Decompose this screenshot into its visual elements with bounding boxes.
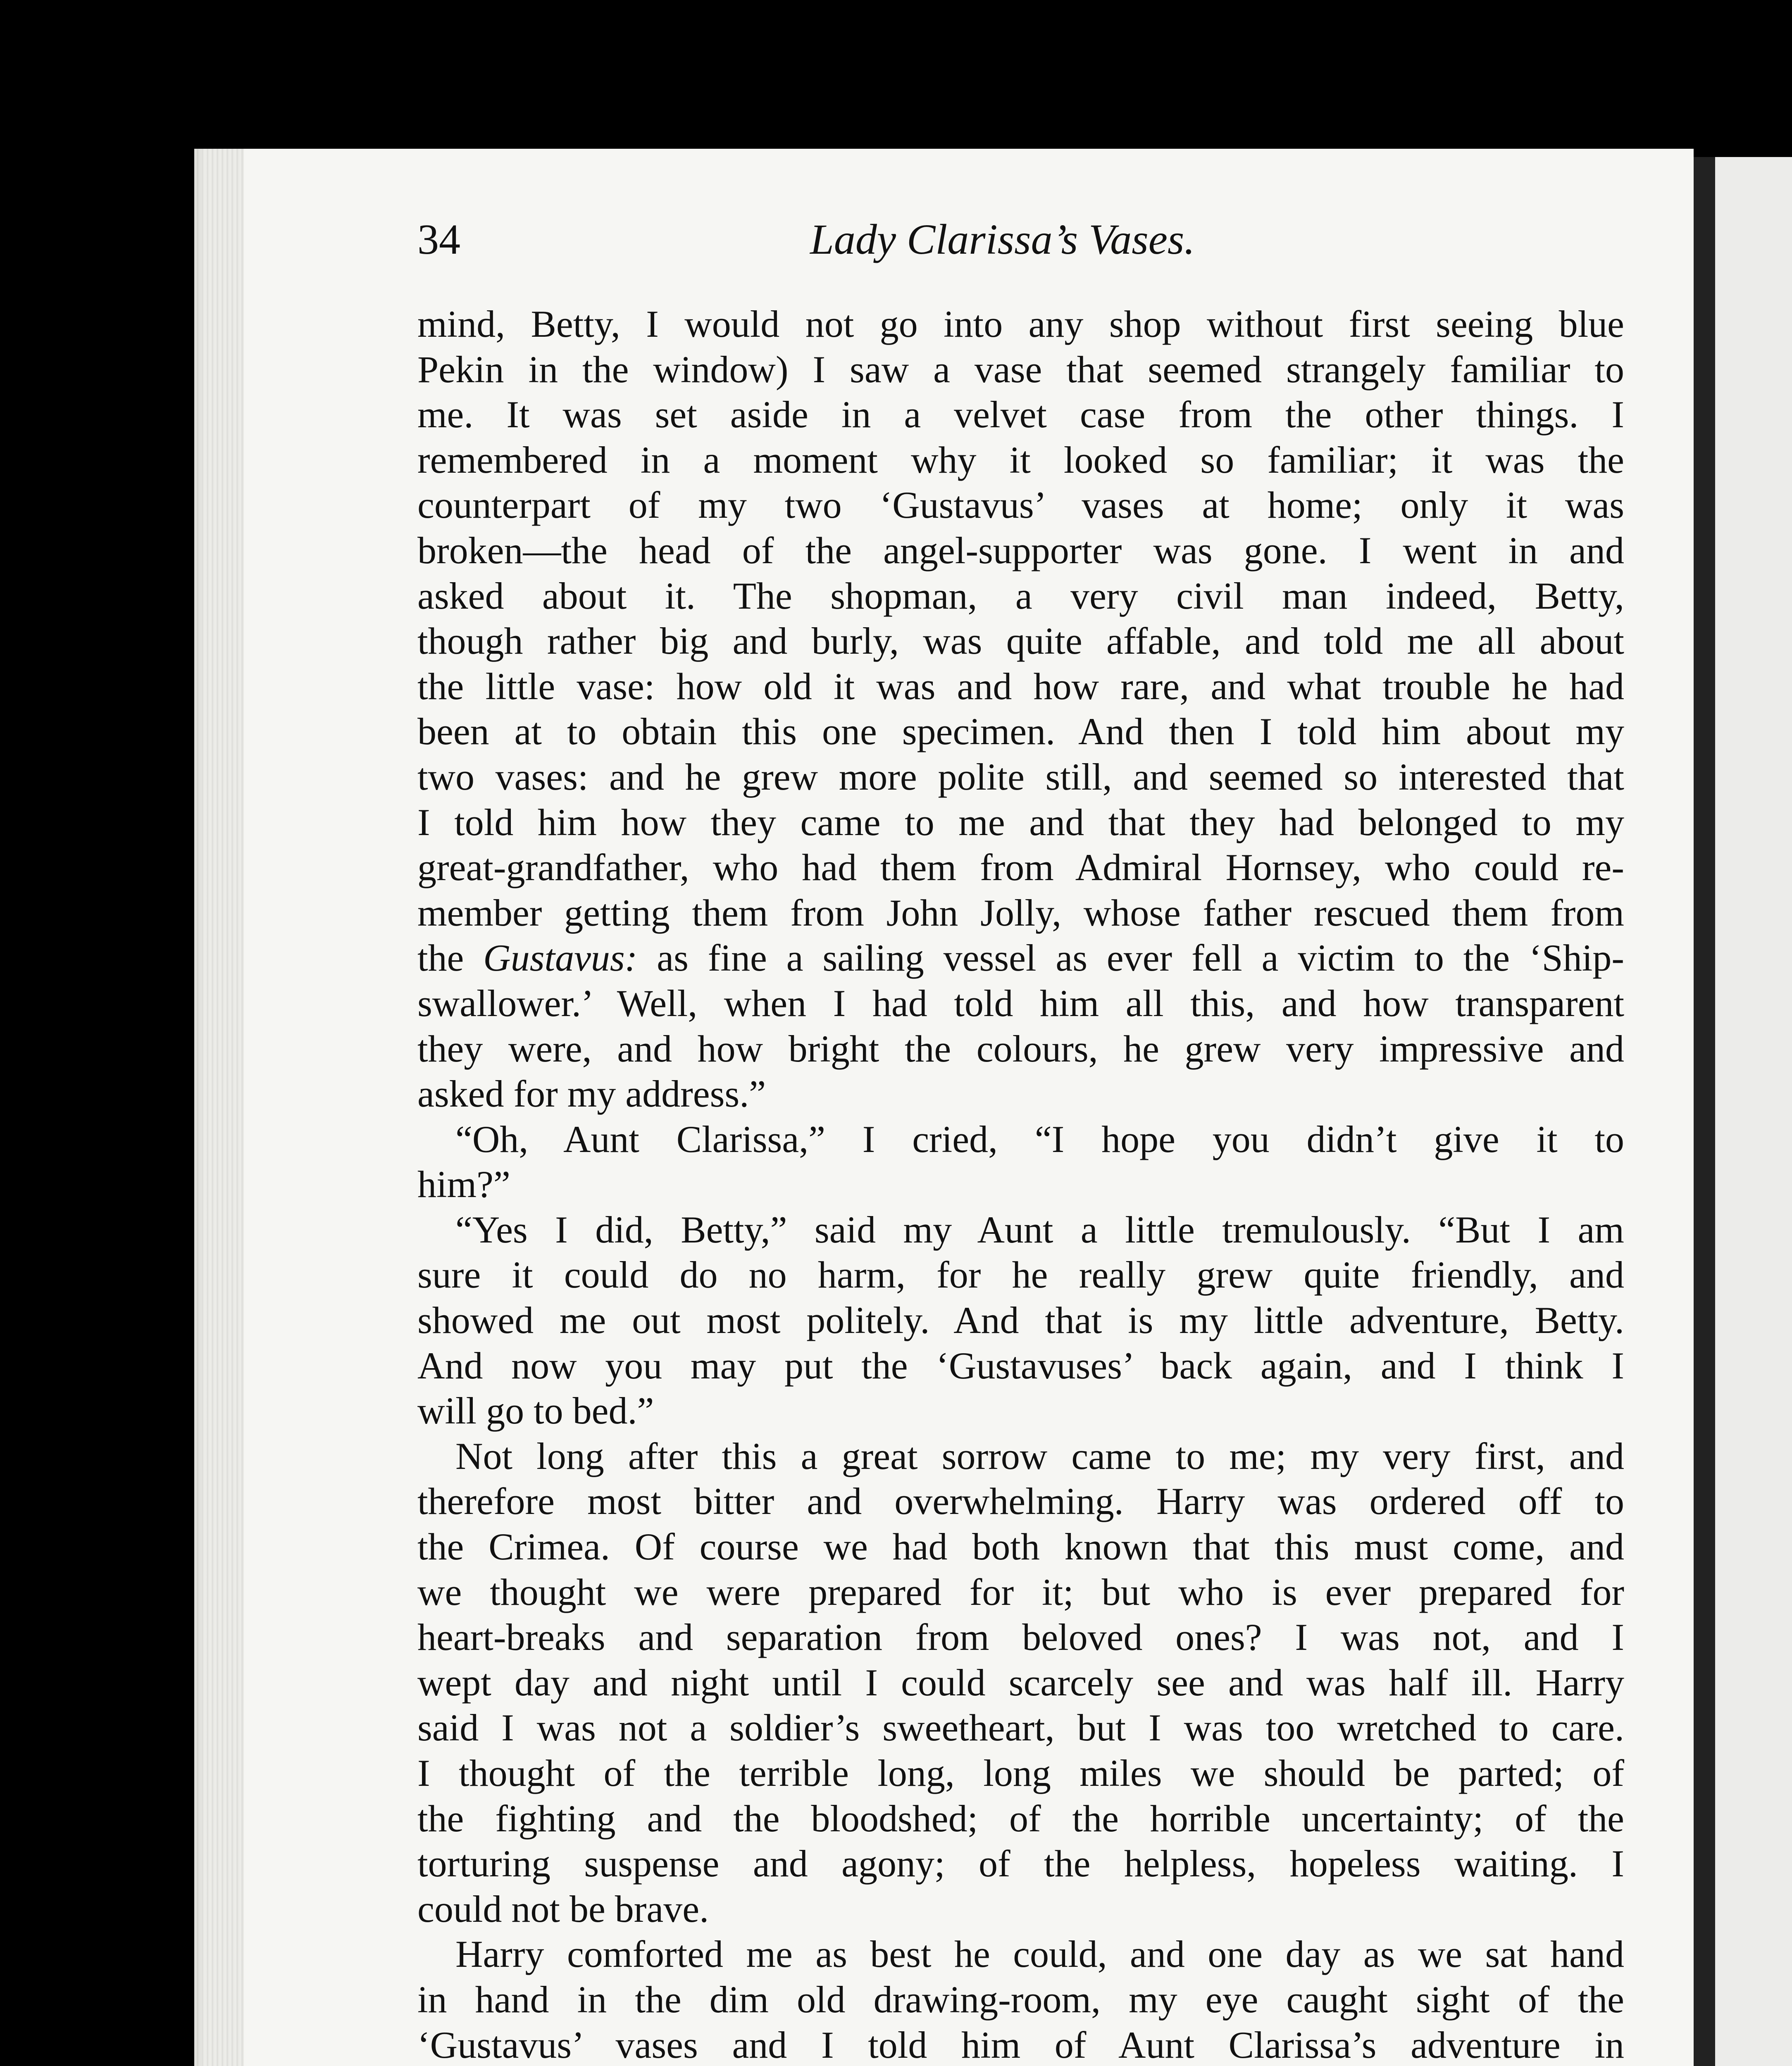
text-line: ‘Gustavus’ vases and I told him of Aunt Clarissa’s adventure in <box>417 2023 1624 2066</box>
paragraph <box>417 1434 1624 1932</box>
page-gutter <box>194 149 244 2066</box>
text-line: the fighting and the bloodshed; of the horrible uncertainty; of the <box>417 1797 1624 1840</box>
text-line: could not be brave. <box>417 1887 709 1930</box>
text-line: will go to bed.” <box>417 1390 654 1432</box>
text-line: been at to obtain this one specimen. And then I told him about my <box>417 710 1624 753</box>
text-line: great-grandfather, who had them from Admiral Hornsey, who could re- <box>417 846 1624 889</box>
text-line: Pekin in the window) I saw a vase that seemed strangely familiar to <box>417 348 1624 390</box>
text-line: asked about it. The shopman, a very civil man indeed, Betty, <box>417 574 1624 617</box>
text-line: therefore most bitter and overwhelming. Harry was ordered off to <box>417 1480 1624 1523</box>
text-line: Not long after this a great sorrow came to me; my very first, and <box>455 1435 1624 1477</box>
paragraph <box>417 1117 1624 1207</box>
text-line: “Oh, Aunt Clarissa,” I cried, “I hope you didn’t give it to <box>455 1118 1624 1160</box>
text-line: me. It was set aside in a velvet case from the other things. I <box>417 393 1624 436</box>
text-line: they were, and how bright the colours, he grew very impressive and <box>417 1027 1624 1070</box>
running-title: Lady Clarissa’s Vases. <box>810 216 1195 263</box>
text-line: “Yes I did, Betty,” said my Aunt a little tremulously. “But I am <box>455 1208 1624 1251</box>
running-head <box>417 215 1616 281</box>
text-line: sure it could do no harm, for he really grew quite friendly, and <box>417 1254 1624 1296</box>
text-line: And now you may put the ‘Gustavuses’ back again, and I think I <box>417 1344 1624 1387</box>
text-line: Harry comforted me as best he could, and one day as we sat hand <box>455 1933 1624 1976</box>
text-line: counterpart of my two ‘Gustavus’ vases at home; only it was <box>417 484 1624 526</box>
text-line: the Gustavus: as fine a sailing vessel as ever fell a victim to the ‘Ship- <box>417 937 1624 979</box>
text-line: swallower.’ Well, when I had told him all this, and how transparent <box>417 982 1624 1024</box>
text-line: the Crimea. Of course we had both known that this must come, and <box>417 1526 1624 1568</box>
text-line: said I was not a soldier’s sweetheart, but I was too wretched to care. <box>417 1707 1624 1749</box>
text-line: asked for my address.” <box>417 1073 766 1115</box>
text-line: broken—the head of the angel-supporter was gone. I went in and <box>417 529 1624 571</box>
paragraph <box>417 1932 1624 2066</box>
text-line: member getting them from John Jolly, whose father rescued them from <box>417 891 1624 934</box>
text-line: remembered in a moment why it looked so familiar; it was the <box>417 438 1624 481</box>
text-line: though rather big and burly, was quite affable, and told me all about <box>417 620 1624 662</box>
paragraph <box>417 1207 1624 1434</box>
text-line: torturing suspense and agony; of the helpless, hopeless waiting. I <box>417 1842 1624 1885</box>
text-line: mind, Betty, I would not go into any shop without first seeing blue <box>417 303 1624 345</box>
text-line: we thought we were prepared for it; but who is ever prepared for <box>417 1571 1624 1613</box>
text-line: I thought of the terrible long, long miles we should be parted; of <box>417 1752 1624 1794</box>
text-line: in hand in the dim old drawing-room, my eye caught sight of the <box>417 1978 1624 2021</box>
text-line: wept day and night until I could scarcely see and was half ill. Harry <box>417 1661 1624 1704</box>
text-line: two vases: and he grew more polite still, and seemed so interested that <box>417 755 1624 798</box>
text-line: heart-breaks and separation from beloved ones? I was not, and I <box>417 1616 1624 1659</box>
page-number: 34 <box>417 216 460 263</box>
text-line: him?” <box>417 1163 510 1206</box>
body-text <box>417 302 1624 2066</box>
text-line: the little vase: how old it was and how rare, and what trouble he had <box>417 665 1624 707</box>
paragraph <box>417 302 1624 1117</box>
text-line: showed me out most politely. And that is my little adventure, Betty. <box>417 1299 1624 1342</box>
text-line: I told him how they came to me and that they had belonged to my <box>417 801 1624 843</box>
